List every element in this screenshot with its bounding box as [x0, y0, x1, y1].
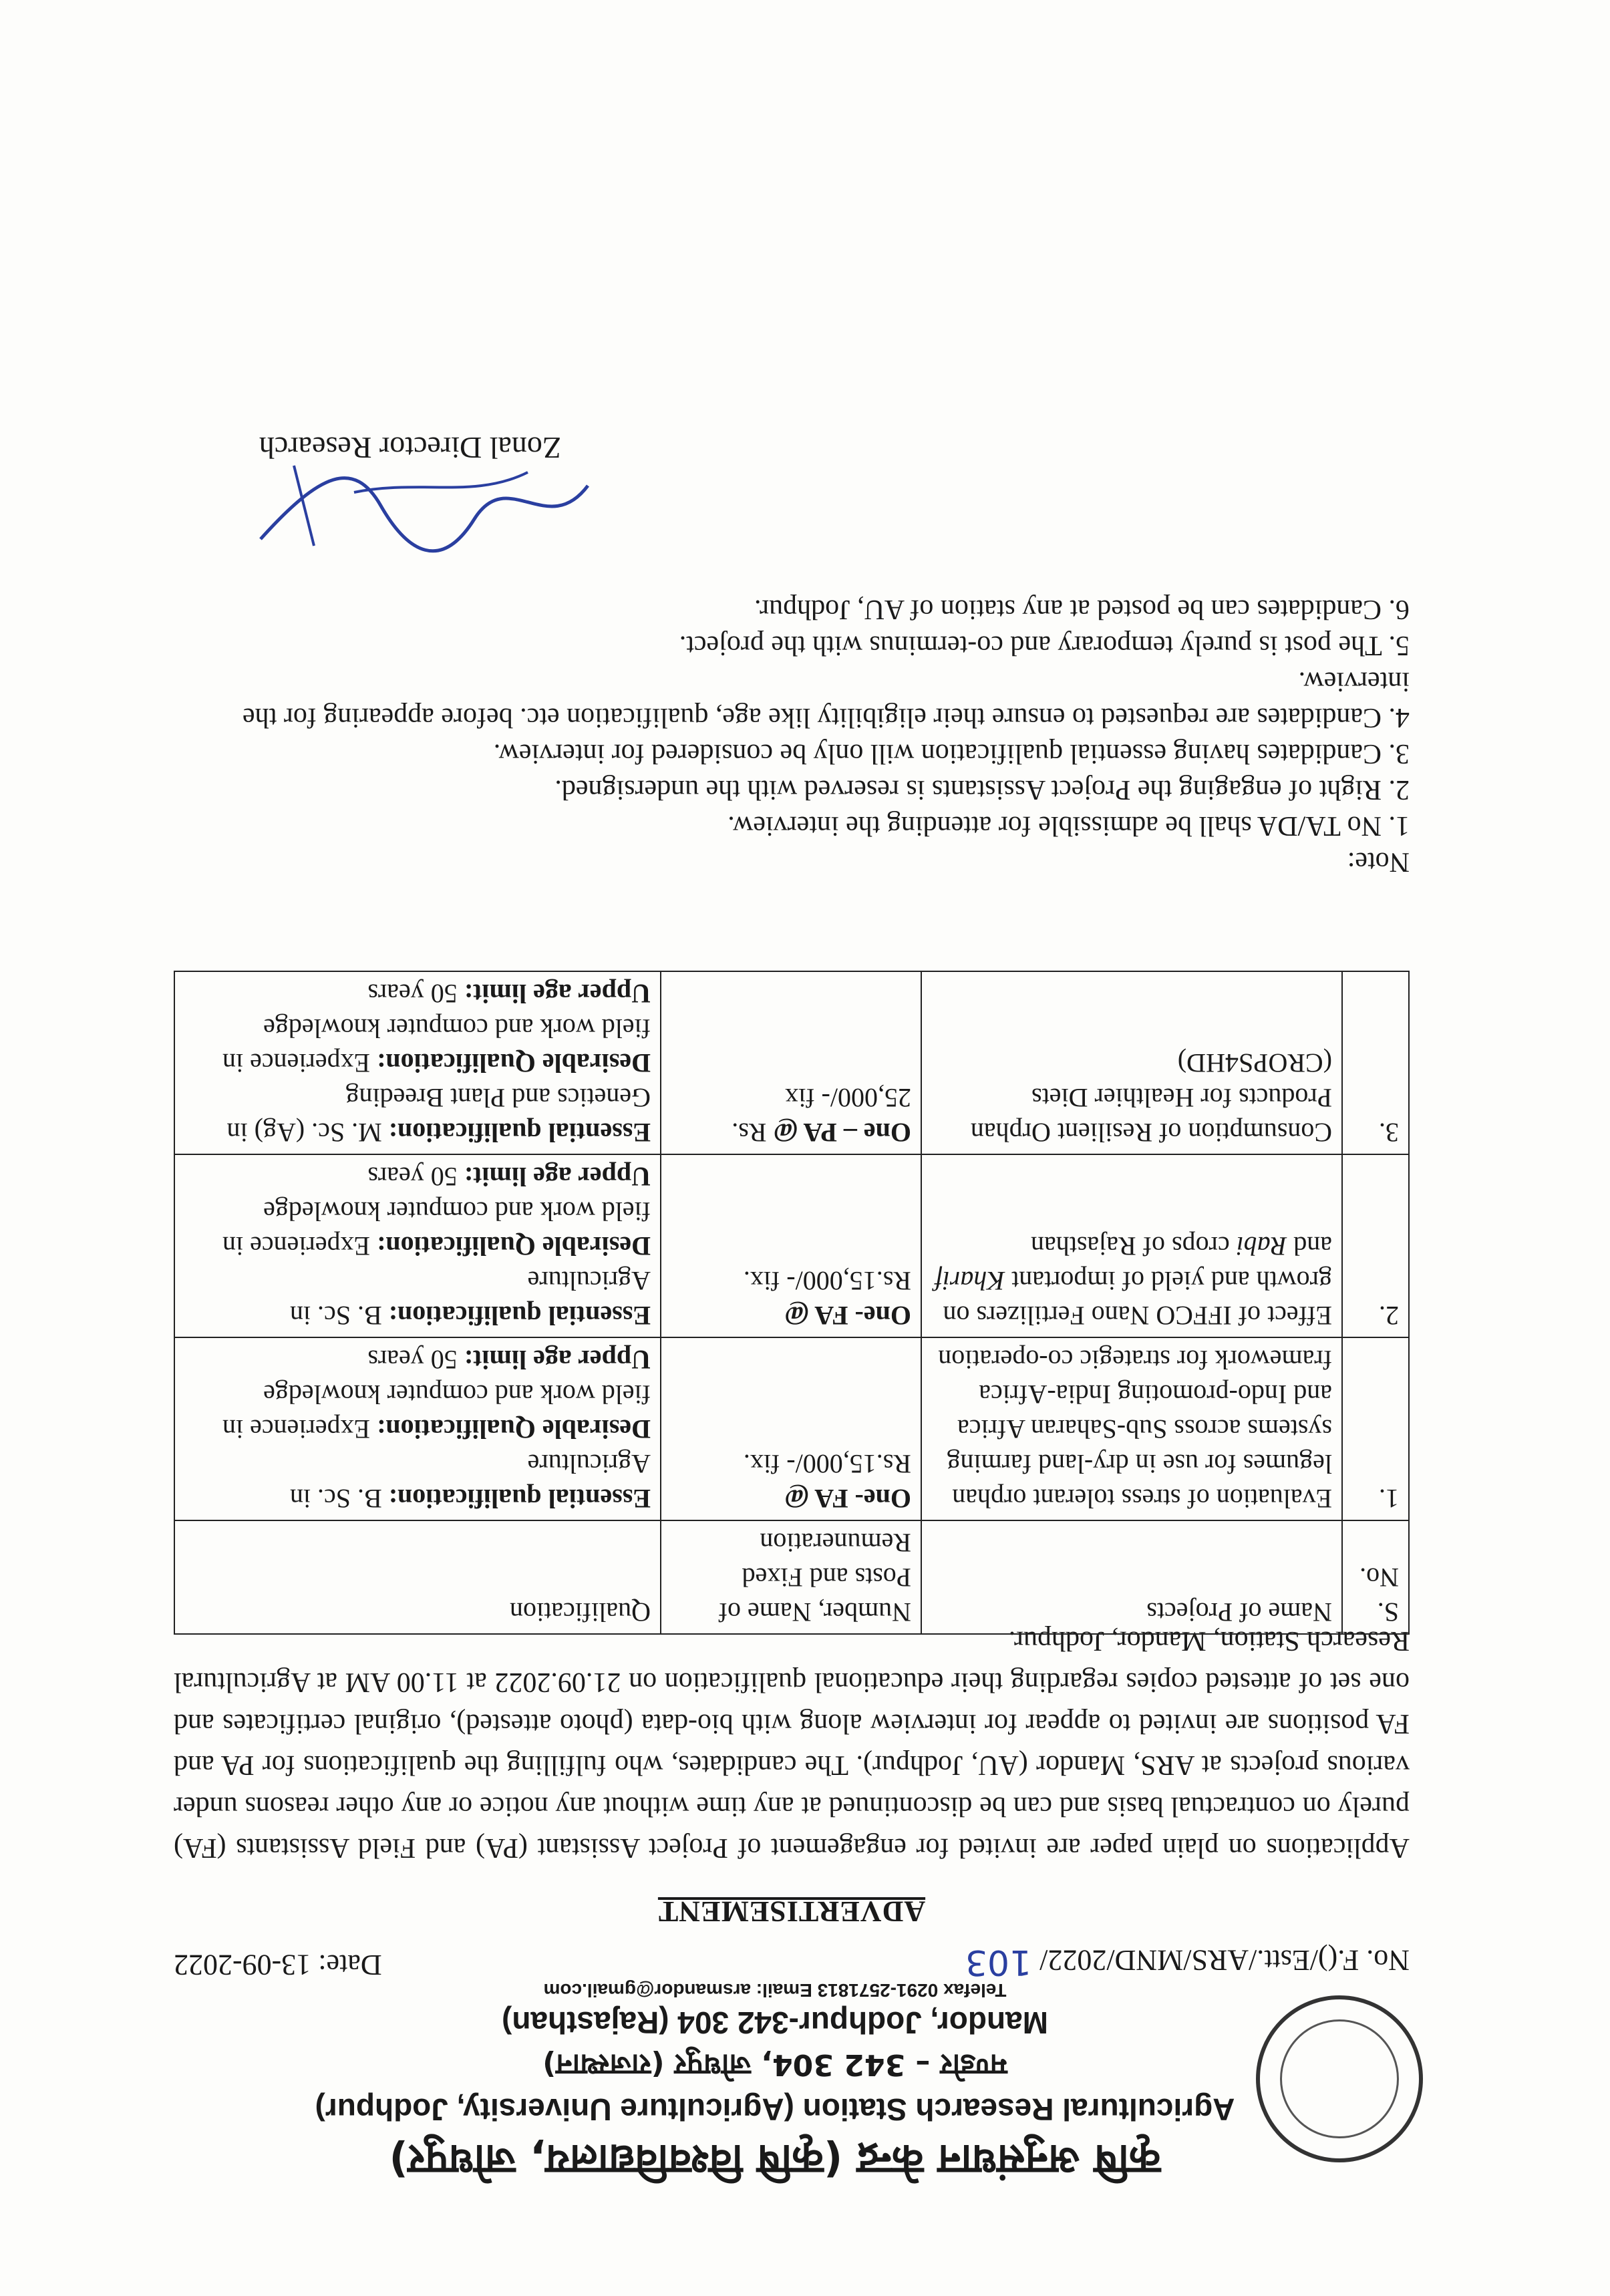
cell-sno: 1.	[1342, 1337, 1409, 1520]
cell-post: One- FA @ Rs.15,000/- fix.	[661, 1337, 921, 1520]
cell-project: Consumption of Resilient Orphan Products for Healthier Diets (CROPS4HD)	[921, 971, 1342, 1154]
cell-qualification: Essential qualification: B. Sc. in Agriculture Desirable Qualification: Experience in field work and computer knowledge Upper age limit: 50 years	[174, 1337, 661, 1520]
note-item: 1. No TA/DA shall be admissible for attending the interview.	[728, 810, 1410, 841]
note-item: 2. Right of engaging the Project Assistants is reserved with the undersigned.	[554, 774, 1410, 805]
cell-post: One- FA @ Rs.15,000/- fix.	[661, 1154, 921, 1337]
table-row	[174, 1337, 1409, 1520]
document-title: ADVERTISEMENT	[657, 1895, 926, 1928]
header-english-name: Agricultural Research Station (Agriculture University, Jodhpur)	[315, 2092, 1235, 2127]
note-item: 5. The post is purely temporary and co-terminus with the project.	[679, 630, 1410, 661]
table-row	[174, 971, 1409, 1154]
positions-table	[174, 971, 1410, 1635]
cell-project: Evaluation of stress tolerant orphan legumes for use in dry-land farming systems across Sub-Saharan Africa and Indo-promoting India-Africa framework for strategic co-operation	[921, 1337, 1342, 1520]
header-qualification: Qualification	[174, 1520, 661, 1634]
intro-paragraph: Applications on plain paper are invited for engagement of Project Assistant (PA) and Field Assistants (FA) purely on contractual basis and can be discontinued at any time without any notice or any other reasons under various projects at ARS, Mandor (AU, Jodhpur). The candidates, who fulfilling the qualifications for PA and FA positions are invited to appear for interview along with bio-data (photo attested), original certificates and one set of attested copies regarding their educational qualification on 21.09.2022 at 11.00 AM at Agricultural Research Station, Mandor, Jodhpur.	[174, 1625, 1410, 1863]
cell-qualification: Essential qualification: B. Sc. in Agriculture Desirable Qualification: Experience in field work and computer knowledge Upper age limit: 50 years	[174, 1154, 661, 1337]
reference-date: Date: 13-09-2022	[174, 1949, 382, 1981]
signature	[234, 452, 608, 566]
cell-sno: 3.	[1342, 971, 1409, 1154]
signatory-title: Zonal Director Research	[259, 431, 561, 465]
reference-number: No. F.()/Estt./ARS/MND/2022/103	[965, 1942, 1410, 1982]
header-hindi-name: कृषि अनुसंधान केन्द्र (कृषि विश्वविद्यालय, जोधपुर)	[389, 2136, 1161, 2184]
cell-sno: 2.	[1342, 1154, 1409, 1337]
note-item: 6. Candidates can be posted at any station of AU, Jodhpur.	[754, 594, 1410, 625]
note-item: 3. Candidates having essential qualification will only be considered for interview.	[493, 738, 1410, 769]
header-posts: Number, Name of Posts and Fixed Remuneration	[661, 1520, 921, 1634]
cell-qualification: Essential qualification: M. Sc. (Ag) in Genetics and Plant Breeding Desirable Qualification: Experience in field work and computer knowledge Upper age limit: 50 years	[174, 971, 661, 1154]
note-item: 4. Candidates are requested to ensure their eligibility like age, qualification etc. before appearing for the interview.	[243, 666, 1410, 733]
table-row	[174, 1154, 1409, 1337]
notes-heading: Note:	[1347, 846, 1410, 877]
header-contact: Telefax 0291-2571813 Email: arsmandor@gmail.com	[543, 1980, 1007, 2001]
table-header-row	[174, 1520, 1409, 1634]
header-sno: S. No.	[1342, 1520, 1409, 1634]
handwritten-number: 103	[965, 1942, 1032, 1982]
letterhead	[140, 1979, 1410, 2189]
notes-section	[174, 591, 1410, 880]
header-english-address: Mandor, Jodhpur-342 304 (Rajasthan)	[502, 2005, 1048, 2040]
cell-project: Effect of IFFCO Nano Fertilizers on growth and yield of important Kharif and Rabi crops of Rajasthan	[921, 1154, 1342, 1337]
cell-post: One – PA @ Rs. 25,000/- fix	[661, 971, 921, 1154]
header-hindi-address: मण्डोर – 342 304, जोधपुर (राजस्थान)	[542, 2047, 1007, 2082]
header-project: Name of Projects	[921, 1520, 1342, 1634]
